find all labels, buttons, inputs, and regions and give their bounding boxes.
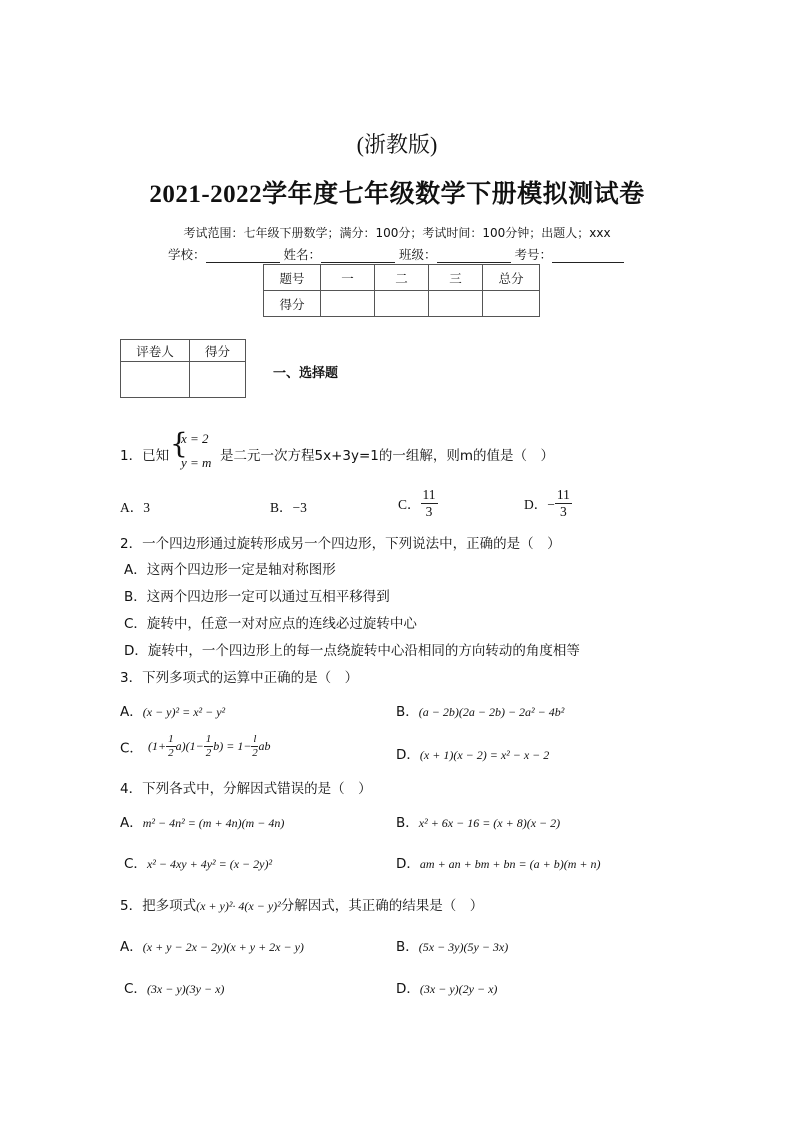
fraction-numerator: 1 — [168, 733, 174, 745]
q5-option-a-expr: (x + y − 2x − 2y)(x + y + 2x − y) — [142, 940, 304, 954]
fraction-denominator: 2 — [205, 747, 212, 759]
grader-header: 评卷人 — [121, 340, 190, 362]
score-table-header: 一 — [321, 265, 375, 291]
class-label: 班级： — [399, 247, 437, 262]
score-table-header: 三 — [429, 265, 483, 291]
fraction-numerator: 11 — [556, 487, 570, 502]
q5-option-b — [396, 935, 508, 955]
brace-icon: { — [170, 427, 188, 460]
q2-option-b: B．这两个四边形一定可以通过互相平移得到 — [124, 589, 390, 605]
q4-option-b-label: B． — [396, 815, 419, 831]
fraction — [555, 488, 572, 518]
q5-stem-pre: 5．把多项式 — [120, 898, 197, 914]
q1-option-c-label: C． — [398, 497, 421, 512]
score-cell[interactable] — [321, 291, 375, 317]
score-cell[interactable] — [429, 291, 483, 317]
section-title: 一、选择题 — [273, 366, 339, 381]
q2-stem: 2．一个四边形通过旋转形成另一个四边形，下列说法中，正确的是（ ） — [120, 536, 561, 552]
q4-option-b — [396, 811, 560, 831]
q3-option-c-part: (1+ — [148, 739, 167, 753]
grader-cell[interactable] — [121, 362, 190, 398]
q4-option-b-expr: x² + 6x − 16 = (x + 8)(x − 2) — [418, 816, 561, 830]
score-table — [263, 264, 540, 317]
exam-info: 考试范围：七年级下册数学；满分：100分；考试时间：100分钟；出题人；xxx — [183, 226, 611, 240]
fraction-denominator: 3 — [425, 503, 433, 519]
fraction-numerator: 1 — [205, 733, 212, 745]
q1-option-d — [524, 488, 572, 518]
fraction-denominator: 2 — [168, 747, 174, 759]
q4-stem: 4．下列各式中，分解因式错误的是（ ） — [120, 781, 372, 797]
q5-option-d-expr: (3x − y)(2y − x) — [419, 982, 498, 996]
edition-label: (浙教版) — [356, 132, 438, 157]
score-table-header: 题号 — [264, 265, 321, 291]
q3-option-c-part: b) = 1− — [213, 739, 252, 753]
score-cell[interactable] — [375, 291, 429, 317]
q3-option-c-part: a)(1− — [175, 739, 204, 753]
page-title: 2021-2022学年度七年级数学下册模拟测试卷 — [149, 181, 645, 208]
fraction — [166, 734, 176, 759]
student-fields — [168, 245, 624, 263]
q2-option-c: C．旋转中，任意一对对应点的连线必过旋转中心 — [124, 616, 417, 632]
q3-option-d — [396, 743, 549, 763]
q5-option-d — [396, 977, 497, 997]
q4-option-c — [124, 852, 272, 872]
score-table-header: 二 — [375, 265, 429, 291]
q3-option-b — [396, 700, 564, 720]
school-field[interactable] — [206, 249, 280, 263]
q1-stem: 是二元一次方程5x+3y=1的一组解，则m的值是（ ） — [220, 448, 555, 464]
q3-option-c — [120, 734, 270, 759]
q4-option-d-label: D． — [396, 856, 420, 872]
fraction-numerator: l — [253, 733, 257, 745]
q1-system-line1: x = 2 — [181, 431, 209, 446]
q1-option-d-label: D．− — [524, 497, 555, 512]
q5-option-b-label: B． — [396, 939, 419, 955]
q3-option-d-label: D． — [396, 747, 420, 763]
fraction-numerator: 11 — [422, 487, 436, 502]
name-label: 姓名： — [283, 247, 322, 262]
q2-option-a: A．这两个四边形一定是轴对称图形 — [124, 562, 336, 578]
q4-option-d-expr: am + an + bm + bn = (a + b)(m + n) — [419, 857, 601, 871]
q4-option-d — [396, 852, 600, 872]
q1-option-c — [398, 488, 438, 518]
grader-header: 得分 — [190, 340, 246, 362]
q1-option-b: B．−3 — [270, 500, 307, 515]
q3-option-d-expr: (x + 1)(x − 2) = x² − x − 2 — [419, 748, 550, 762]
q5-stem-expr: (x + y)²· 4(x − y)² — [196, 899, 281, 913]
q3-option-a-expr: (x − y)² = x² − y² — [142, 705, 226, 719]
school-label: 学校： — [168, 247, 206, 262]
q5-option-c-expr: (3x − y)(3y − x) — [146, 982, 225, 996]
q3-option-c-part: ab — [258, 739, 271, 753]
q5-option-d-label: D． — [396, 981, 420, 997]
q5-stem — [120, 894, 483, 914]
q3-option-c-label: C． — [120, 740, 143, 757]
q3-option-a — [120, 700, 225, 720]
q4-option-a-expr: m² − 4n² = (m + 4n)(m − 4n) — [142, 816, 285, 830]
score-cell[interactable] — [483, 291, 540, 317]
q3-stem: 3．下列多项式的运算中正确的是（ ） — [120, 670, 359, 686]
q5-stem-post: 分解因式，其正确的结果是（ ） — [280, 898, 484, 914]
q1-option-a: A．3 — [120, 500, 150, 515]
fraction-denominator: 2 — [252, 747, 258, 759]
q1-system-line2: y = m — [181, 455, 212, 470]
fraction — [204, 734, 214, 759]
q3-option-b-label: B． — [396, 704, 419, 720]
score-table-header: 总分 — [483, 265, 540, 291]
grader-cell[interactable] — [190, 362, 246, 398]
q4-option-c-expr: x² − 4xy + 4y² = (x − 2y)² — [146, 857, 273, 871]
q3-option-a-label: A． — [120, 704, 143, 720]
grader-table — [120, 339, 246, 398]
fraction-denominator: 3 — [560, 503, 567, 519]
q5-option-a — [120, 935, 304, 955]
q3-option-b-expr: (a − 2b)(2a − 2b) − 2a² − 4b² — [418, 705, 565, 719]
score-row-label: 得分 — [264, 291, 321, 317]
exam-no-field[interactable] — [552, 249, 624, 263]
class-field[interactable] — [437, 249, 511, 263]
q5-option-a-label: A． — [120, 939, 143, 955]
name-field[interactable] — [321, 249, 395, 263]
q4-option-c-label: C． — [124, 856, 147, 872]
exam-no-label: 考号： — [514, 247, 553, 262]
q4-option-a — [120, 811, 284, 831]
q5-option-c — [124, 977, 224, 997]
q1-number: 1．已知 — [120, 448, 170, 464]
q5-option-b-expr: (5x − 3y)(5y − 3x) — [418, 940, 509, 954]
fraction — [421, 488, 438, 518]
q4-option-a-label: A． — [120, 815, 143, 831]
q2-option-d: D．旋转中，一个四边形上的每一点绕旋转中心沿相同的方向转动的角度相等 — [124, 643, 580, 659]
q5-option-c-label: C． — [124, 981, 147, 997]
